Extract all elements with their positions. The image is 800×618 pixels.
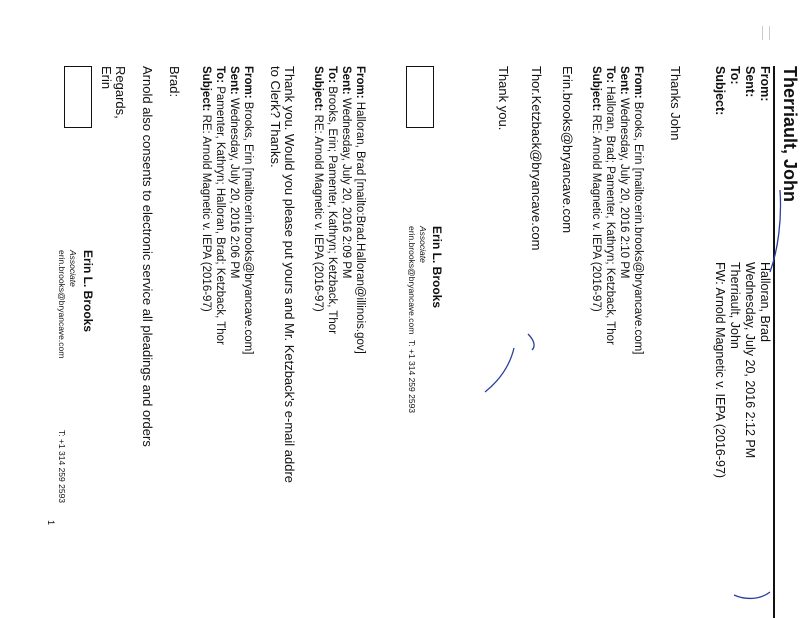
email3-signature-email: erin.brooks@bryancave.com <box>57 250 67 359</box>
to-value: Therriault, John <box>728 262 742 349</box>
scan-artifact <box>762 26 770 40</box>
email3-name: Erin <box>99 66 114 90</box>
email1-to-label: To: <box>604 66 616 84</box>
to-label: To: <box>728 66 742 85</box>
pen-check-mark-1 <box>528 334 534 350</box>
email2-from-label: From: <box>354 66 366 99</box>
email2-body-line1: Thank you. Would you please put yours and Mr. Ketzback's e-mail addre <box>282 66 297 484</box>
email1-signature-title: Associate <box>418 226 428 263</box>
email1-address-2: Thor.Ketzback@bryancave.com <box>529 66 544 251</box>
email1-address-1: Erin.brooks@bryancave.com <box>560 66 575 234</box>
pen-check-mark-2 <box>485 348 514 392</box>
email3-signature-title: Associate <box>68 250 78 287</box>
pen-bracket-mark <box>734 592 770 598</box>
email3-signature-name: Erin L. Brooks <box>81 250 95 333</box>
email1-subject-label: Subject: <box>590 66 602 112</box>
email2-sent-value: Wednesday, July 20, 2016 2:09 PM <box>340 97 352 279</box>
email2-to-value: Brooks, Erin; Pamenter, Kathryn; Ketzback, Thor <box>326 86 338 335</box>
email3-to-label: To: <box>214 66 226 84</box>
email3-from-label: From: <box>242 66 254 99</box>
from-label: From: <box>758 66 772 102</box>
pen-underline-mark <box>770 190 781 272</box>
sent-label: Sent: <box>743 66 757 98</box>
email1-sent-label: Sent: <box>618 66 630 95</box>
subject-value: FW: Arnold Magnetic v. IEPA (2016-97) <box>713 262 727 479</box>
email1-closing: Thank you. <box>496 66 511 131</box>
email3-to-value: Pamenter, Kathryn; Halloran, Brad; Ketzback, Thor <box>214 86 226 345</box>
email3-regards: Regards, <box>113 66 128 119</box>
email2-from-value: Halloran, Brad [mailto:Brad.Halloran@illinois.gov] <box>354 101 366 354</box>
email3-greeting: Brad: <box>167 66 182 98</box>
page-number: 1 <box>46 520 56 526</box>
from-value: Halloran, Brad <box>758 262 772 342</box>
email3-subject-label: Subject: <box>200 66 212 112</box>
sender-name-title: Therriault, John <box>780 66 800 203</box>
email1-to-value: Halloran, Brad; Pamenter, Kathryn; Ketzback, Thor <box>604 86 616 345</box>
email3-signature-phone: T: +1 314 259 2593 <box>57 430 67 504</box>
email1-signature-phone: T: +1 314 259 2593 <box>407 340 417 414</box>
email2-body-line2: to Clerk? Thanks. <box>268 66 283 168</box>
email1-sent-value: Wednesday, July 20, 2016 2:10 PM <box>618 97 630 279</box>
email1-signature-name: Erin L. Brooks <box>430 226 444 309</box>
email3-subject-value: RE: Arnold Magnetic v. IEPA (2016-97) <box>200 114 212 312</box>
email3-sent-value: Wednesday, July 20, 2016 2:06 PM <box>228 97 240 279</box>
email1-from-label: From: <box>632 66 644 99</box>
email1-from-value: Brooks, Erin [mailto:erin.brooks@bryancave.com] <box>632 101 644 355</box>
email3-sent-label: Sent: <box>228 66 240 95</box>
email1-subject-value: RE: Arnold Magnetic v. IEPA (2016-97) <box>590 114 602 312</box>
email2-to-label: To: <box>326 66 338 84</box>
email1-signature-email: erin.brooks@bryancave.com <box>407 226 417 335</box>
email3-body: Arnold also consents to electronic service all pleadings and orders <box>140 66 155 447</box>
email3-from-value: Brooks, Erin [mailto:erin.brooks@bryancave.com] <box>242 101 254 355</box>
email2-subject-value: RE: Arnold Magnetic v. IEPA (2016-97) <box>312 114 324 312</box>
sent-value: Wednesday, July 20, 2016 2:12 PM <box>743 262 757 459</box>
subject-label: Subject: <box>713 66 727 116</box>
email2-sent-label: Sent: <box>340 66 352 95</box>
email2-subject-label: Subject: <box>312 66 324 112</box>
forward-note: Thanks John <box>668 66 683 141</box>
